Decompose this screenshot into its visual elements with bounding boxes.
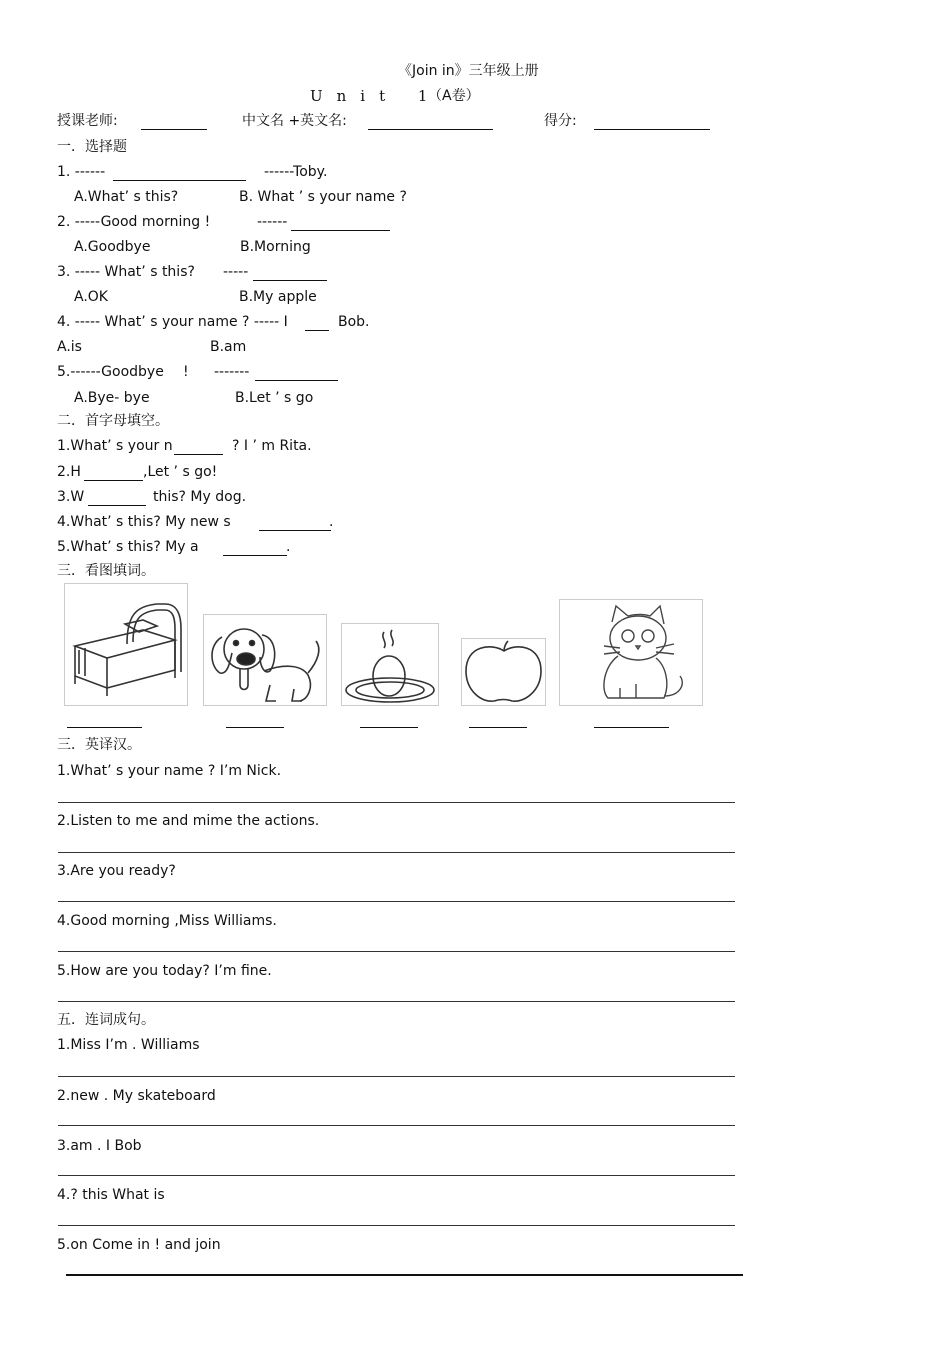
s2-q2-rest: ,Let ’ s go! — [143, 464, 218, 480]
s2-q1-blank[interactable] — [174, 454, 223, 455]
s4-answer-line-3[interactable] — [58, 901, 735, 902]
section4-heading: 三．英译汉。 — [57, 737, 141, 753]
s4-answer-line-4[interactable] — [58, 951, 735, 952]
dog-answer-blank[interactable] — [226, 727, 284, 728]
s2-q4-text: 4.What’ s this? My new s — [57, 514, 231, 530]
paper-version: （A卷） — [428, 88, 480, 104]
s5-item-1: 1.Miss I’m . Williams — [57, 1037, 200, 1053]
apple-picture — [461, 638, 546, 706]
q4-option-b: B.am — [210, 339, 247, 355]
q1-prefix: 1. ------ — [57, 164, 106, 180]
s4-answer-line-1[interactable] — [58, 802, 735, 803]
document-title: 《Join in》三年级上册 — [398, 63, 539, 79]
teacher-label: 授课老师: — [57, 113, 118, 129]
bed-picture — [64, 583, 188, 706]
s5-item-2: 2.new . My skateboard — [57, 1088, 216, 1104]
q4-prefix: 4. ----- What’ s your name ? ----- I — [57, 314, 288, 330]
s4-item-4: 4.Good morning ,Miss Williams. — [57, 913, 277, 929]
q1-answer: ------Toby. — [264, 164, 328, 180]
q5-blank[interactable] — [255, 380, 338, 381]
s5-answer-line-1[interactable] — [58, 1076, 735, 1077]
q1-option-a: A.What’ s this? — [74, 189, 179, 205]
name-label: 中文名 +英文名: — [242, 113, 347, 129]
q5-excl: ! — [183, 364, 189, 380]
s4-item-5: 5.How are you today? I’m fine. — [57, 963, 272, 979]
apple-answer-blank[interactable] — [469, 727, 527, 728]
q3-prefix: 3. ----- What’ s this? — [57, 264, 195, 280]
q5-option-a: A.Bye- bye — [74, 390, 150, 406]
section2-heading: 二．首字母填空。 — [57, 413, 169, 429]
cat-answer-blank[interactable] — [594, 727, 669, 728]
s5-answer-line-2[interactable] — [58, 1125, 735, 1126]
footer-rule — [66, 1274, 743, 1276]
s2-q5-blank[interactable] — [223, 555, 287, 556]
egg-answer-blank[interactable] — [360, 727, 418, 728]
section1-heading: 一．选择题 — [57, 139, 127, 155]
q2-dash: ------ — [257, 214, 288, 230]
q1-blank[interactable] — [113, 180, 246, 181]
unit-title: Unit 1 — [310, 87, 442, 105]
s5-item-4: 4.? this What is — [57, 1187, 165, 1203]
s5-answer-line-4[interactable] — [58, 1225, 735, 1226]
egg-picture — [341, 623, 439, 706]
q5-prefix: 5.------Goodbye — [57, 364, 164, 380]
teacher-blank[interactable] — [141, 129, 207, 130]
q1-option-b: B. What ’ s your name ? — [239, 189, 407, 205]
s2-q2-text: 2.H — [57, 464, 81, 480]
s4-answer-line-2[interactable] — [58, 852, 735, 853]
s4-item-1: 1.What’ s your name ? I’m Nick. — [57, 763, 282, 779]
q3-blank[interactable] — [253, 280, 327, 281]
s5-item-5: 5.on Come in ! and join — [57, 1237, 221, 1253]
q2-prefix: 2. -----Good morning ! — [57, 214, 211, 230]
q4-blank[interactable] — [305, 330, 329, 331]
s4-item-3: 3.Are you ready? — [57, 863, 176, 879]
dog-picture — [203, 614, 327, 706]
s5-item-3: 3.am . I Bob — [57, 1138, 142, 1154]
bed-answer-blank[interactable] — [67, 727, 142, 728]
score-blank[interactable] — [594, 129, 710, 130]
s2-q3-text: 3.W — [57, 489, 85, 505]
s2-q2-blank[interactable] — [84, 480, 143, 481]
s2-q3-blank[interactable] — [88, 505, 146, 506]
s5-answer-line-3[interactable] — [58, 1175, 735, 1176]
s2-q5-rest: . — [286, 539, 291, 555]
s2-q3-rest: this? My dog. — [153, 489, 247, 505]
cat-picture — [559, 599, 703, 706]
q4-suffix: Bob. — [338, 314, 370, 330]
s2-q1-rest: ? I ’ m Rita. — [232, 438, 312, 454]
section5-heading: 五．连词成句。 — [57, 1012, 155, 1028]
score-label: 得分: — [544, 113, 577, 129]
q4-option-a: A.is — [57, 339, 82, 355]
q2-option-b: B.Morning — [240, 239, 311, 255]
s2-q5-text: 5.What’ s this? My a — [57, 539, 199, 555]
q2-blank[interactable] — [291, 230, 390, 231]
q2-option-a: A.Goodbye — [74, 239, 151, 255]
s4-answer-line-5[interactable] — [58, 1001, 735, 1002]
q3-option-b: B.My apple — [239, 289, 317, 305]
s2-q1-text: 1.What’ s your n — [57, 438, 173, 454]
name-blank[interactable] — [368, 129, 493, 130]
q5-option-b: B.Let ’ s go — [235, 390, 314, 406]
q3-dash: ----- — [223, 264, 249, 280]
s4-item-2: 2.Listen to me and mime the actions. — [57, 813, 320, 829]
q5-dash: ------- — [214, 364, 250, 380]
q3-option-a: A.OK — [74, 289, 108, 305]
section3-heading: 三．看图填词。 — [57, 563, 155, 579]
s2-q4-rest: . — [329, 514, 334, 530]
s2-q4-blank[interactable] — [259, 530, 331, 531]
